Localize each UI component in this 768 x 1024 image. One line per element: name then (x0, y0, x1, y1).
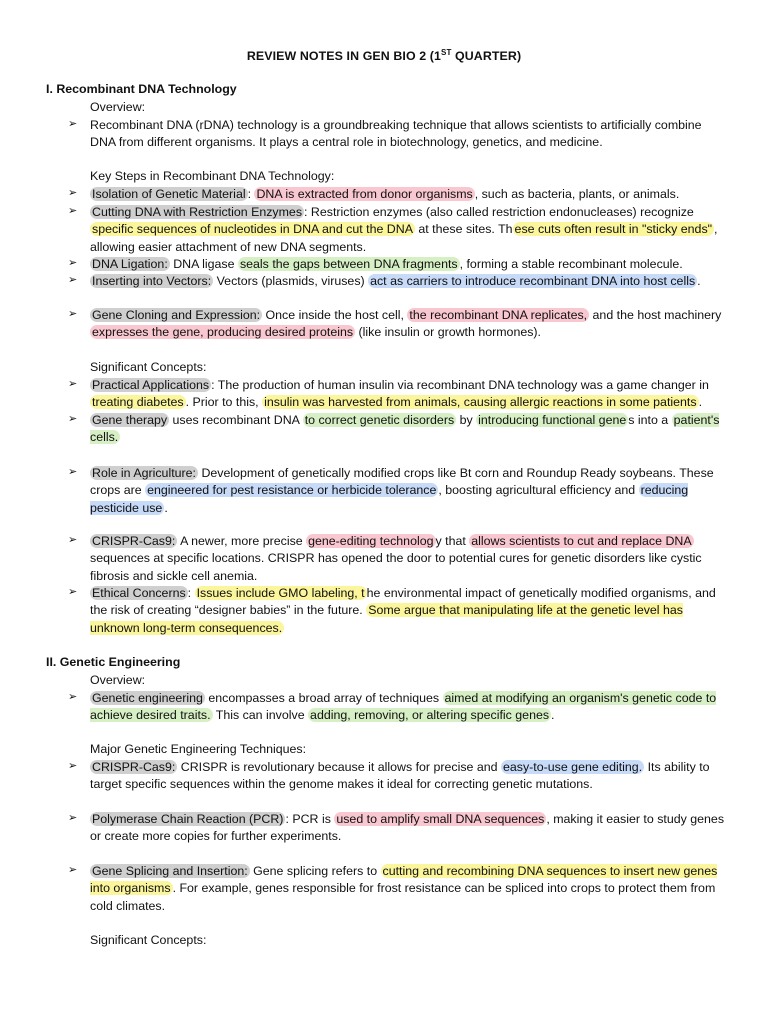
highlight: treating diabetes (92, 395, 184, 410)
highlight: to correct genetic disorders (304, 413, 455, 427)
highlight: the recombinant DNA replicates, (409, 308, 588, 322)
highlight: DNA is extracted from donor organisms (256, 187, 473, 201)
highlight: insulin was harvested from animals, causing allergic reactions in some patients (264, 395, 697, 410)
bullet-crispr-2: ➢ CRISPR-Cas9: CRISPR is revolutionary because it allows for precise and easy-to-use gene editing. Its ability to target specific sequences within the genome makes it ideal for correcting genetic mutations. (68, 760, 710, 792)
bullet-arrow-icon: ➢ (68, 118, 78, 130)
highlight: act as carriers to introduce recombinant DNA into host cells (370, 274, 696, 288)
bullet-arrow-icon: ➢ (68, 586, 78, 598)
bullet-agriculture: ➢ Role in Agriculture: Development of genetically modified crops like Bt corn and Roundup Ready soybeans. These crops are engineered for pest resistance or herbicide tolerance , boosting agricultural efficiency and reducing pesticide use . (68, 466, 714, 515)
highlight: Issues include GMO labeling, t (196, 586, 365, 600)
term: CRISPR-Cas9: (92, 534, 176, 548)
bullet-arrow-icon: ➢ (68, 274, 78, 286)
bullet-arrow-icon: ➢ (68, 378, 78, 390)
term: Inserting into Vectors: (92, 274, 212, 288)
overview-label: Overview: (90, 673, 146, 687)
highlight: gene-editing technolog (308, 534, 434, 548)
highlight: expresses the gene, producing desired proteins (92, 325, 354, 340)
highlight: cutting and recombining DNA sequences to insert new genes into organisms (90, 864, 718, 896)
term: Gene Splicing and Insertion: (92, 864, 248, 878)
highlight: adding, removing, or altering specific genes (310, 708, 550, 723)
techniques-label: Major Genetic Engineering Techniques: (90, 742, 307, 756)
bullet-arrow-icon: ➢ (68, 187, 78, 199)
highlight: patient's cells. (90, 413, 720, 445)
highlight: Some argue that manipulating life at the genetic level has unknown long-term consequences. (90, 603, 683, 635)
section-1-heading: I. Recombinant DNA Technology (46, 82, 237, 96)
bullet-crispr-1: ➢ CRISPR-Cas9: A newer, more precise gene-editing technolog y that allows scientists to cut and replace DNA sequences at specific locations. CRISPR has opened the door to potential cures for genetic disorders like cystic fibrosis and sickle cell anemia. (68, 534, 702, 583)
term: Genetic engineering (92, 691, 203, 705)
bullet-arrow-icon: ➢ (68, 760, 78, 772)
term: Ethical Concerns (92, 586, 186, 600)
highlight: allows scientists to cut and replace DNA (471, 534, 692, 548)
term: Practical Applications (92, 378, 210, 392)
highlight: seals the gaps between DNA fragments (239, 257, 458, 271)
bullet-arrow-icon: ➢ (68, 466, 78, 478)
term: Gene Cloning and Expression: (92, 308, 261, 322)
term: Role in Agriculture: (92, 466, 196, 480)
bullet-arrow-icon: ➢ (68, 812, 78, 824)
key-steps-label: Key Steps in Recombinant DNA Technology: (90, 169, 335, 183)
highlight: used to amplify small DNA sequences (336, 812, 545, 826)
overview-label: Overview: (90, 100, 146, 114)
bullet-splicing: ➢ Gene Splicing and Insertion: Gene splicing refers to cutting and recombining DNA sequences to insert new genes into organisms . For example, genes responsible for frost resistance can be spliced into crops to protect them from cold climates. (68, 864, 718, 913)
term: CRISPR-Cas9: (92, 760, 176, 774)
bullet-arrow-icon: ➢ (68, 205, 78, 217)
bullet-arrow-icon: ➢ (68, 257, 78, 269)
bullet-arrow-icon: ➢ (68, 534, 78, 546)
bullet-cutting: ➢ Cutting DNA with Restriction Enzymes : Restriction enzymes (also called restriction endonucleases) recognize specific sequences of nucleotides in DNA and cut the DNA at these sites. Th ese cuts often result in "sticky ends" , allowing easier attachment of new DNA segments. (68, 205, 718, 254)
bullet-isolation: ➢ Isolation of Genetic Material : DNA is extracted from donor organisms , such as bacteria, plants, or animals. (68, 187, 680, 201)
highlight: specific sequences of nucleotides in DNA and cut the DNA (92, 222, 413, 237)
significant-concepts-label: Significant Concepts: (90, 360, 207, 374)
bullet-rdna-overview: ➢ Recombinant DNA (rDNA) technology is a groundbreaking technique that allows scientists to artificially combine DNA from different organisms. It plays a central role in biotechnology, genetics, and medicine. (68, 118, 702, 150)
term: Isolation of Genetic Material (92, 187, 246, 201)
bullet-arrow-icon: ➢ (68, 691, 78, 703)
bullet-genetic-engineering: ➢ Genetic engineering encompasses a broad array of techniques aimed at modifying an organism's genetic code to achieve desired traits. This can involve adding, removing, or altering specific genes . (68, 691, 717, 723)
highlight: reducing pesticide use (90, 483, 689, 515)
bullet-arrow-icon: ➢ (68, 308, 78, 320)
highlight: engineered for pest resistance or herbicide tolerance (147, 483, 437, 498)
bullet-pcr: ➢ Polymerase Chain Reaction (PCR) : PCR is used to amplify small DNA sequences , making it easier to study genes or create more copies for further experiments. (68, 812, 725, 844)
bullet-practical: ➢ Practical Applications : The production of human insulin via recombinant DNA technology was a game changer in treating diabetes . Prior to this, insulin was harvested from animals, causing allergic reactions in some patients . (68, 378, 709, 410)
term: Cutting DNA with Restriction Enzymes (92, 205, 303, 219)
bullet-vectors: ➢ Inserting into Vectors: Vectors (plasmids, viruses) act as carriers to introduce recombinant DNA into host cells . (68, 274, 701, 288)
bullet-cloning: ➢ Gene Cloning and Expression: Once inside the host cell, the recombinant DNA replicates, and the host machinery expresses the gene, producing desired proteins (like insulin or growth hormones). (68, 308, 722, 340)
highlight: ese cuts often result in "sticky ends" (514, 222, 713, 237)
significant-concepts-label: Significant Concepts: (90, 933, 207, 947)
bullet-ethical: ➢ Ethical Concerns : Issues include GMO labeling, t he environmental impact of genetically modified organisms, and the risk of creating “designer babies” in the future. Some argue that manipulating life at the genetic level has unknown long-term consequences. (68, 586, 716, 635)
highlight: aimed at modifying an organism's genetic code to achieve desired traits. (90, 691, 717, 723)
section-2-heading: II. Genetic Engineering (46, 655, 181, 669)
highlight: introducing functional gene (478, 413, 627, 427)
term: Polymerase Chain Reaction (PCR) (92, 812, 284, 826)
bullet-arrow-icon: ➢ (68, 864, 78, 876)
highlight: easy-to-use gene editing. (503, 760, 643, 774)
bullet-ligation: ➢ DNA Ligation: DNA ligase seals the gaps between DNA fragments , forming a stable recombinant molecule. (68, 257, 683, 271)
term: Gene therapy (92, 413, 168, 427)
term: DNA Ligation: (92, 257, 168, 271)
bullet-arrow-icon: ➢ (68, 413, 78, 425)
document-title: REVIEW NOTES IN GEN BIO 2 (1ST QUARTER) (246, 48, 522, 64)
bullet-gene-therapy: ➢ Gene therapy uses recombinant DNA to correct genetic disorders by introducing functional gene s into a patient's cells. (68, 413, 720, 445)
